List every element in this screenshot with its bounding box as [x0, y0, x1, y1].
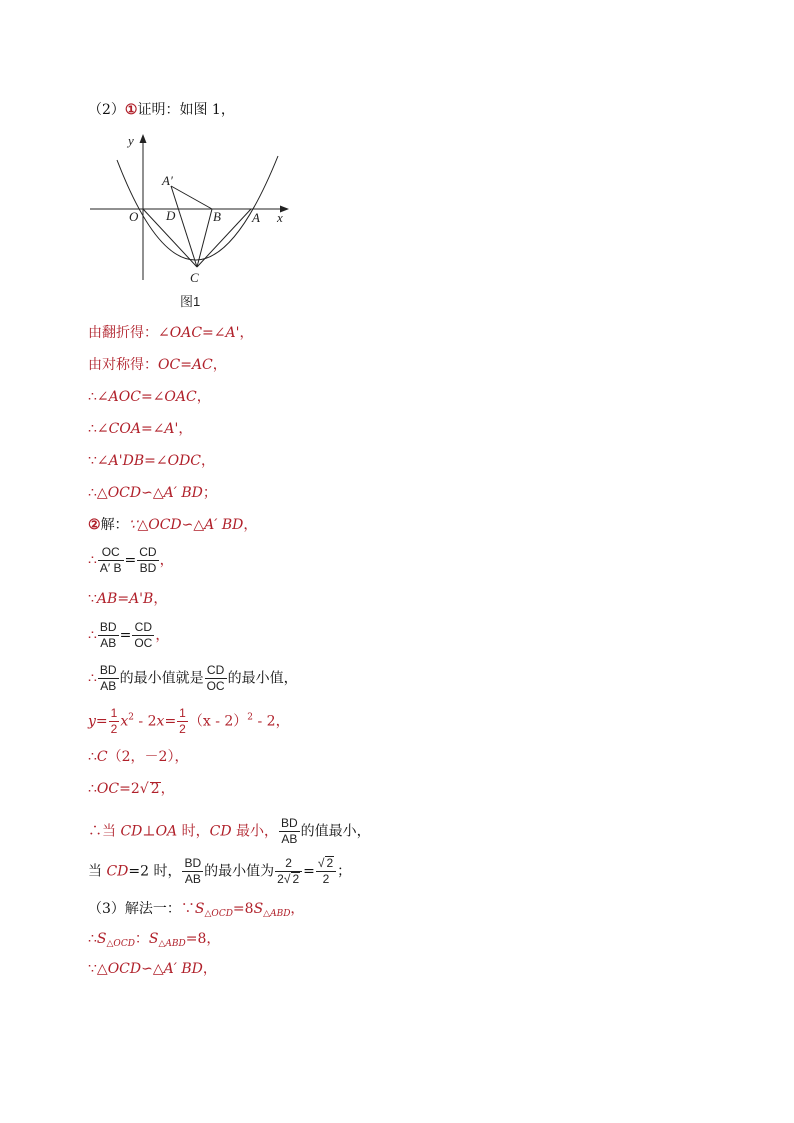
line-3: 由对称得：OC=AC，	[88, 357, 227, 373]
fraction-cd-over-oc: $\frac{CD}{OC}$	[134, 620, 153, 650]
line-15: ∴OC=2√ 2，	[88, 781, 175, 797]
sqrt-symbol: √	[139, 781, 149, 797]
fraction-root-two-over-two: $\frac{√ 2}{2}$	[316, 856, 336, 887]
line-9: ∴ $\frac{OC}{A' B}$ = $\frac{CD}{BD}$ ，	[88, 545, 174, 575]
numerator-root-two: √ 2	[316, 856, 336, 872]
fraction-cd-over-oc: $\frac{CD}{OC}$	[206, 663, 225, 693]
line-18: （3）解法一：$\because S_{\triangle OCD}=8S_{\triangle ABD}$，	[88, 901, 305, 919]
fraction-one-half: $\frac{1}{2}$	[179, 706, 186, 736]
line-6: ∵∠A'DB=∠ODC，	[88, 453, 216, 469]
label-y: y	[128, 133, 134, 148]
label-a-prime: A′	[162, 173, 173, 188]
label-o: O	[129, 209, 139, 224]
line-14: ∴C（2，－2），	[88, 749, 189, 765]
line-2: 由翻折得：∠OAC=∠A'，	[88, 325, 254, 341]
fraction-bd-over-ab: $\frac{BD}{AB}$	[281, 816, 298, 846]
label-d: D	[166, 208, 176, 223]
line-7: ∴△OCD∽△A′ BD；	[88, 485, 217, 501]
label-b: B	[213, 209, 221, 224]
line-4: ∴∠AOC=∠OAC，	[88, 389, 211, 405]
label-c: C	[190, 270, 199, 285]
figure-caption: 图1	[180, 294, 201, 309]
denominator-two-root-two: 2√ 2	[277, 872, 300, 886]
line-11: ∴ $\frac{BD}{AB}$ = $\frac{CD}{OC}$ ，	[88, 620, 170, 650]
line-10: ∵AB=A'B，	[88, 591, 168, 607]
line-19: $\therefore S_{\triangle OCD}$：$S_{\triangle ABD}=8$，	[88, 931, 221, 949]
fraction-one-half: $\frac{1}{2}$	[110, 706, 118, 736]
y-axis-arrow-icon	[140, 134, 147, 143]
line-16: ∴当 CD⊥OA 时，CD 最小， $\frac{BD}{AB}$ 的值最小，	[88, 816, 371, 846]
line-5: ∴∠COA=∠A'，	[88, 421, 193, 437]
label-x: x	[277, 210, 283, 225]
line-8: ②解：∵△OCD∽△A′ BD，	[88, 517, 258, 533]
fraction-bd-over-ab: $\frac{BD}{AB}$	[99, 663, 117, 693]
label-a: A	[252, 210, 260, 225]
line-17: 当 CD=2 时， $\frac{BD}{AB}$ 的最小值为 $\frac{2}{2√ 2}$ = $\frac{√ 2}{2}$ ；	[88, 856, 352, 886]
fraction-two-over-two-root-two: $\frac{2}{2√ 2}$	[275, 856, 302, 887]
line-12: ∴ $\frac{BD}{AB}$ 的最小值就是 $\frac{CD}{OC}$ 的最小值，	[88, 663, 298, 693]
fraction-cd-over-bd: $\frac{CD}{BD}$	[139, 545, 157, 575]
fraction-bd-over-ab: $\frac{BD}{AB}$	[99, 620, 117, 650]
line-13: y= $\frac{1}{2}$ $x^2 - 2x=$ $\frac{1}{2}$ （x - 2）$^2$ - 2，	[88, 706, 290, 736]
fraction-oc-over-a-prime-b: $\frac{OC}{A' B}$	[99, 545, 122, 575]
line-1: （2）①证明：如图 1，	[88, 102, 235, 118]
figure-1	[88, 128, 298, 318]
fraction-bd-over-ab: $\frac{BD}{AB}$	[184, 856, 202, 886]
line-20: ∵△OCD∽△A′ BD，	[88, 961, 217, 977]
parabola-curve	[117, 156, 278, 260]
segment-ca	[197, 209, 251, 267]
